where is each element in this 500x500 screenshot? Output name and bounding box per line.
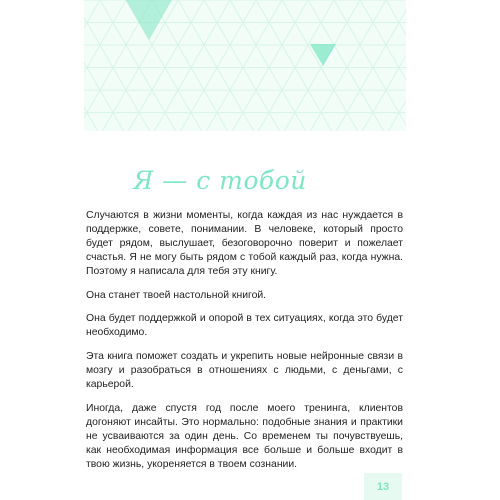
triangle-lattice-lines <box>84 0 406 131</box>
paragraph: Иногда, даже спустя год после моего тренинга, клиентов догоняют инсайты. Это нормально: подобные знания и практики не усваиваются за один день. Со временем ты почувствуешь, как необходимая информация все больше и больше входит в твою жизнь, укореняется в твоем сознании. <box>86 402 403 470</box>
paragraph: Эта книга поможет создать и укрепить новые нейронные связи в мозгу и разобраться в отношениях с людьми, с деньгами, с карьерой. <box>86 351 403 391</box>
paragraph: Случаются в жизни моменты, когда каждая из нас нуждается в поддержке, совете, понимании. В человеке, который просто будет рядом, выслушает, безоговорочно поверит и пожелает счастья. Я не могу быть рядом с тобой каждый раз, когда нужна. Поэтому я написала для тебя эту книгу. <box>86 210 403 277</box>
chapter-title: Я — с тобой <box>133 166 307 195</box>
page-number-badge <box>364 473 402 500</box>
paragraph: Она будет поддержкой и опорой в тех ситуациях, когда это будет необходимо. <box>86 313 403 339</box>
paragraph: Она станет твоей настольной книгой. <box>86 289 267 301</box>
body-text <box>86 209 403 482</box>
triangle-pattern-graphic <box>84 0 406 131</box>
triangle-pattern-decoration <box>84 0 406 131</box>
page-number: 13 <box>376 480 390 493</box>
